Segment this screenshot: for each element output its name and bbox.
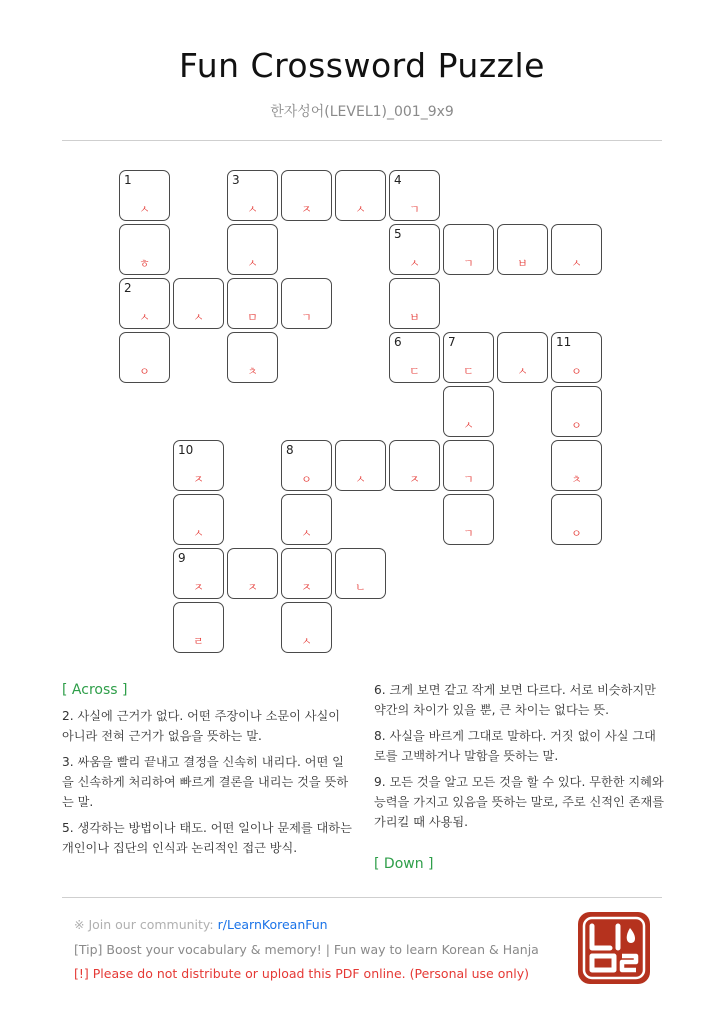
letter-hint: ㅈ <box>247 581 258 594</box>
letter-hint: ㅅ <box>355 473 366 486</box>
letter-hint: ㅈ <box>409 473 420 486</box>
letter-hint: ㅈ <box>301 581 312 594</box>
grid-cell[interactable] <box>335 440 386 491</box>
grid-cell[interactable] <box>281 278 332 329</box>
grid-cell[interactable] <box>443 332 494 383</box>
grid-cell[interactable] <box>227 170 278 221</box>
letter-hint: ㅅ <box>193 311 204 324</box>
grid-cell[interactable] <box>551 494 602 545</box>
letter-hint: ㄱ <box>463 527 474 540</box>
clue-number: 11 <box>556 335 572 349</box>
tip-line: [Tip] Boost your vocabulary & memory! | Fun way to learn Korean & Hanja <box>74 942 539 957</box>
grid-cell[interactable] <box>389 170 440 221</box>
letter-hint: ㄷ <box>463 365 474 378</box>
clue-number: 9 <box>178 551 186 565</box>
letter-hint: ㅅ <box>409 257 420 270</box>
grid-cell[interactable] <box>227 278 278 329</box>
across-column <box>62 680 352 864</box>
grid-cell[interactable] <box>443 386 494 437</box>
grid-cell[interactable] <box>281 440 332 491</box>
letter-hint: ㅅ <box>301 527 312 540</box>
across-clue: 2. 사실에 근거가 없다. 어떤 주장이나 소문이 사실이 아니라 전혀 근거가 없음을 뜻하는 말. <box>62 709 341 743</box>
grid-cell[interactable] <box>389 440 440 491</box>
across-clue: 3. 싸움을 빨리 끝내고 결정을 신속히 내리다. 어떤 일을 신속하게 처리하여 빠르게 결론을 내리는 것을 뜻하는 말. <box>62 755 349 809</box>
clue-number: 5 <box>394 227 402 241</box>
grid-cell[interactable] <box>281 170 332 221</box>
across-heading: [ Across ] <box>62 682 128 698</box>
grid-cell[interactable] <box>551 386 602 437</box>
letter-hint: ㅂ <box>409 311 420 324</box>
grid-cell[interactable] <box>227 548 278 599</box>
grid-cell[interactable] <box>551 440 602 491</box>
community-link[interactable]: r/LearnKoreanFun <box>217 917 328 932</box>
grid-cell[interactable] <box>227 224 278 275</box>
grid-cell[interactable] <box>389 332 440 383</box>
grid-cell[interactable] <box>227 332 278 383</box>
across-clue: 5. 생각하는 방법이나 태도. 어떤 일이나 문제를 대하는 개인이나 집단의 인식과 논리적인 접근 방식. <box>62 821 352 855</box>
grid-cell[interactable] <box>119 332 170 383</box>
letter-hint: ㅅ <box>301 635 312 648</box>
letter-hint: ㅈ <box>193 581 204 594</box>
clue-number: 1 <box>124 173 132 187</box>
letter-hint: ㄴ <box>355 581 366 594</box>
grid-cell[interactable] <box>335 170 386 221</box>
community-line <box>74 917 328 932</box>
grid-cell[interactable] <box>551 224 602 275</box>
letter-hint: ㄱ <box>463 257 474 270</box>
bottom-divider <box>62 897 662 898</box>
letter-hint: ㅂ <box>517 257 528 270</box>
grid-cell[interactable] <box>173 602 224 653</box>
letter-hint: ㅁ <box>247 311 258 324</box>
letter-hint: ㅊ <box>571 473 582 486</box>
grid-cell[interactable] <box>551 332 602 383</box>
letter-hint: ㅅ <box>139 311 150 324</box>
grid-cell[interactable] <box>443 494 494 545</box>
letter-hint: ㅅ <box>355 203 366 216</box>
clue-number: 4 <box>394 173 402 187</box>
letter-hint: ㅎ <box>139 257 150 270</box>
grid-cell[interactable] <box>173 494 224 545</box>
letter-hint: ㅅ <box>247 257 258 270</box>
letter-hint: ㄷ <box>409 365 420 378</box>
letter-hint: ㅊ <box>247 365 258 378</box>
letter-hint: ㄱ <box>301 311 312 324</box>
letter-hint: ㄹ <box>193 635 204 648</box>
letter-hint: ㅈ <box>301 203 312 216</box>
across-column-continued <box>374 680 664 880</box>
across-clue: 8. 사실을 바르게 그대로 말하다. 거짓 없이 사실 그대로를 고백하거나 말함을 뜻하는 말. <box>374 729 656 763</box>
page-title: Fun Crossword Puzzle <box>179 46 545 85</box>
letter-hint: ㅅ <box>571 257 582 270</box>
letter-hint: ㅇ <box>139 365 150 378</box>
learnkoreanfun-logo-icon <box>578 912 650 984</box>
letter-hint: ㅇ <box>571 419 582 432</box>
grid-cell[interactable] <box>119 224 170 275</box>
grid-cell[interactable] <box>281 548 332 599</box>
grid-cell[interactable] <box>119 170 170 221</box>
grid-cell[interactable] <box>173 548 224 599</box>
across-clue: 6. 크게 보면 같고 작게 보면 다르다. 서로 비슷하지만 약간의 차이가 있을 뿐, 큰 차이는 없다는 뜻. <box>374 683 656 717</box>
letter-hint: ㅈ <box>193 473 204 486</box>
grid-cell[interactable] <box>497 332 548 383</box>
grid-cell[interactable] <box>281 602 332 653</box>
clue-number: 8 <box>286 443 294 457</box>
warning-line: [!] Please do not distribute or upload this PDF online. (Personal use only) <box>74 966 530 981</box>
clue-number: 10 <box>178 443 194 457</box>
down-heading: [ Down ] <box>374 856 434 872</box>
clue-number: 7 <box>448 335 456 349</box>
grid-cell[interactable] <box>173 440 224 491</box>
grid-cell[interactable] <box>497 224 548 275</box>
letter-hint: ㅅ <box>463 419 474 432</box>
grid-cell[interactable] <box>335 548 386 599</box>
grid-cell[interactable] <box>173 278 224 329</box>
clue-number: 2 <box>124 281 132 295</box>
clue-number: 6 <box>394 335 402 349</box>
letter-hint: ㅅ <box>193 527 204 540</box>
grid-cell[interactable] <box>443 224 494 275</box>
across-clue: 9. 모든 것을 알고 모든 것을 할 수 있다. 무한한 지혜와 능력을 가지고 있음을 뜻하는 말로, 주로 신적인 존재를 가리킬 때 사용됨. <box>374 775 665 829</box>
letter-hint: ㄱ <box>409 203 420 216</box>
grid-cell[interactable] <box>389 278 440 329</box>
community-prefix: ※ Join our community: <box>74 917 218 932</box>
grid-cell[interactable] <box>443 440 494 491</box>
grid-cell[interactable] <box>389 224 440 275</box>
letter-hint: ㅇ <box>301 473 312 486</box>
letter-hint: ㅇ <box>571 527 582 540</box>
letter-hint: ㅅ <box>517 365 528 378</box>
letter-hint: ㅅ <box>247 203 258 216</box>
clue-number: 3 <box>232 173 240 187</box>
grid-cell[interactable] <box>281 494 332 545</box>
letter-hint: ㅇ <box>571 365 582 378</box>
page-subtitle: 한자성어(LEVEL1)_001_9x9 <box>270 104 454 120</box>
grid-cell[interactable] <box>119 278 170 329</box>
letter-hint: ㅅ <box>139 203 150 216</box>
letter-hint: ㄱ <box>463 473 474 486</box>
